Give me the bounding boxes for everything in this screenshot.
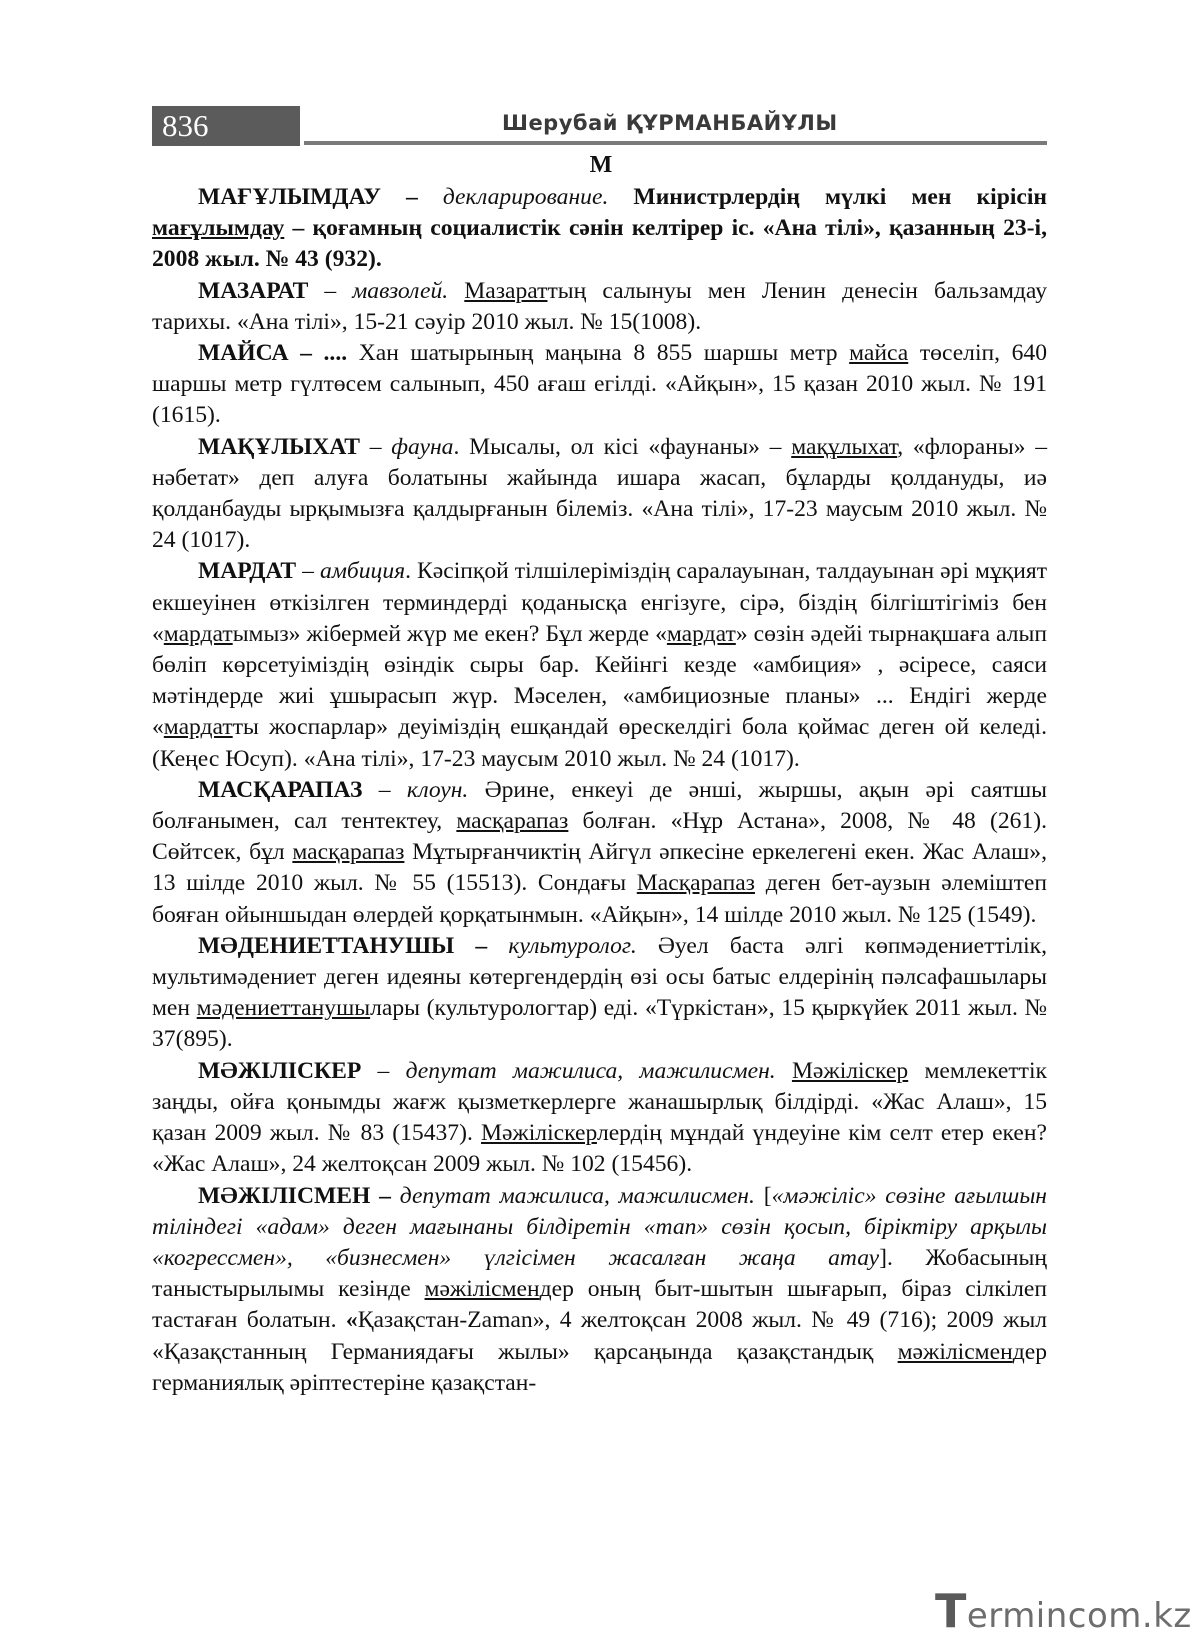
translation: депутат мажилиса, мажилисмен. <box>405 1057 776 1084</box>
headword: МАЗАРАТ <box>198 277 309 304</box>
headword: МӘЖІЛІСКЕР <box>198 1057 362 1084</box>
translation: амбиция <box>320 558 406 585</box>
translation: культуролог. <box>508 932 637 959</box>
example-term: масқарапаз <box>292 839 405 866</box>
example-term: мақұлыхат <box>791 433 898 460</box>
section-letter: М <box>589 152 613 178</box>
dictionary-entry: МАҒҰЛЫМДАУ – декларирование. Министрлердің мүлкі мен кірісін мағұлымдау – қоғамның социалистік сәнін келтірер іс. «Ана тілі», қазанның 23-і, 2008 жыл. № 43 (932). <box>152 184 1048 273</box>
example-term: мәжілісмен <box>424 1276 540 1303</box>
dictionary-body <box>152 182 1047 1399</box>
dictionary-entry: МАЙСА – .... Хан шатырының маңына 8 855 шаршы метр майса төселіп, 640 шаршы метр гүлтөсем салынып, 450 ағаш егілді. «Айқын», 15 қазан 2010 жыл. № 191 (1615). <box>152 340 1048 429</box>
headword: МАҒҰЛЫМДАУ <box>198 184 381 210</box>
example-term: Мәжілiскер <box>480 1120 597 1147</box>
example-term: Мәжілiскер <box>791 1057 909 1084</box>
headword: МАҚҰЛЫХАТ <box>198 433 360 460</box>
page-header <box>152 106 1047 146</box>
example-term: Масқарапаз <box>636 870 755 897</box>
dictionary-entry: МӘЖІЛІСКЕР – депутат мажилиса, мажилисмен. Мәжілiскер мемлекеттік заңды, ойға қонымды жағж қызметкерлерге жанашырлық білдірді. «Жас Алаш», 15 қазан 2009 жыл. № 83 (15437). Мәжілiскерлердің мұндай үндеуіне кім селт етер екен? «Жас Алаш», 24 желтоқсан 2009 жыл. № 102 (15456). <box>152 1057 1048 1178</box>
dictionary-entry: МАҚҰЛЫХАТ – фауна. Мысалы, ол кісі «фаунаны» – мақұлыхат, «флораны» – нәбетат» деп алуға болатыны жайында ишара жасап, бұларды қолдануды, иә қолданбауды ырқымызға қалдырғанын білеміз. «Ана тілі», 17-23 маусым 2010 жыл. № 24 (1017). <box>152 433 1048 554</box>
headword: МӘЖІЛІСМЕН <box>198 1182 371 1209</box>
translation: фауна <box>391 433 454 460</box>
dictionary-entry: МАРДАТ – амбиция. Кәсіпқой тілшілеріміздің саралауынан, талдауынан әрі мұқият екшеуінен өткізілген терминдерді қоданысқа енгізуге, сірә, біздің білгіштігіміз бен «мардатымыз» жібермей жүр ме екен? Бұл жерде «мардат» сөзін әдейі тырнақшаға алып бөліп көрсетуіміздің өзіндік сыры бар. Кейінгі кезде «амбиция» , әсіресе, саяси мәтіндерде жиі ұшырасып жүр. Мәселен, «амбициозные планы» ... Ендігі жерде «мардатты жоспарлар» деуіміздің ешқандай өрескелдігі бола қоймас деген ой келеді.(Кеңес Юсуп). «Ана тілі», 17-23 маусым 2010 жыл. № 24 (1017). <box>152 558 1047 772</box>
example-term: мәжілісмен <box>897 1338 1013 1365</box>
example-term: мәдениеттанушы <box>196 995 371 1022</box>
example-term: мағұлымдау <box>152 215 285 242</box>
translation: мавзолей. <box>352 277 449 304</box>
example-term: майса <box>849 340 909 367</box>
dictionary-entry: МАЗАРАТ – мавзолей. Мазараттың салынуы мен Ленин денесін бальзамдау тарихы. «Ана тілі», 15-21 сәуір 2010 жыл. № 15(1008). <box>152 277 1047 335</box>
page-number: 836 <box>162 108 209 143</box>
page-number-box <box>152 106 300 146</box>
headword: МАЙСА – .... <box>198 340 348 367</box>
translation: декларирование <box>442 184 603 210</box>
example-term: мардат <box>666 620 736 647</box>
dictionary-entry: МӘДЕНИЕТТАНУШЫ – культуролог. Әуел баста әлгі көпмәдениеттілік, мультимәдениет деген идеяны көтергендердің өзі осы батыс елдерінің пәлсафашылары мен мәдениеттанушылары (культурологтар) еді. «Түркістан», 15 қыркүйек 2011 жыл. № 37(895). <box>152 932 1048 1053</box>
example-term: мардат <box>163 714 233 741</box>
etymology-note: «мәжіліс» сөзіне ағылшын тіліндегі «адам» деген мағынаны білдіретін «тап» сөзін қосып, біріктіру арқылы «когрессмен», «бизнесмен» үлгісімен жасалған жаңа атау <box>152 1182 1048 1271</box>
running-title: Шерубай ҚҰРМАНБАЙҰЛЫ <box>502 111 838 135</box>
headword: МАРДАТ <box>198 558 297 585</box>
example-term: мардат <box>163 620 233 647</box>
headword: МӘДЕНИЕТТАНУШЫ <box>198 932 455 959</box>
example-term: Мазарат <box>464 277 548 304</box>
headword: МАСҚАРАПАЗ <box>198 776 363 803</box>
header-rule <box>304 141 1047 145</box>
dictionary-entry: МАСҚАРАПАЗ – клоун. Әрине, енкеуі де әнші, жыршы, ақын әрі саятшы болғанымен, сал тентектеу, масқарапаз болған. «Нұр Астана», 2008, № 48 (261). Сөйтсек, бұл масқарапаз Мұтырғанчиктің Айгүл әпкесіне еркелегені екен. Жас Алаш», 13 шілде 2010 жыл. № 55 (15513). Сондағы Масқарапаз деген бет-аузын әлемiштеп бояған ойыншыдан өлердей қорқатынмын. «Айқын», 14 шілде 2010 жыл. № 125 (1549). <box>152 776 1048 928</box>
translation: клоун. <box>406 776 469 803</box>
dictionary-entry: МӘЖІЛІСМЕН – депутат мажилиса, мажилисмен. [«мәжіліс» сөзіне ағылшын тіліндегі «адам» деген мағынаны білдіретін «тап» сөзін қосып, біріктіру арқылы «когрессмен», «бизнесмен» үлгісімен жасалған жаңа атау]. Жобасының таныстырылымы кезінде мәжілісмендер оның быт-шытын шығарып, біраз сілкілеп тастаған болатын. «Қазақстан-Zaman», 4 желтоқсан 2008 жыл. № 49 (716); 2009 жыл «Қазақстанның Германиядағы жылы» қарсаңында қазақстандық мәжілісмендер германиялық әріптестеріне қазақстан- <box>152 1182 1048 1396</box>
translation: депутат мажилиса, мажилисмен. <box>399 1182 755 1209</box>
example-term: масқарапаз <box>456 808 569 835</box>
site-watermark: Termincom.kz <box>935 1584 1192 1638</box>
